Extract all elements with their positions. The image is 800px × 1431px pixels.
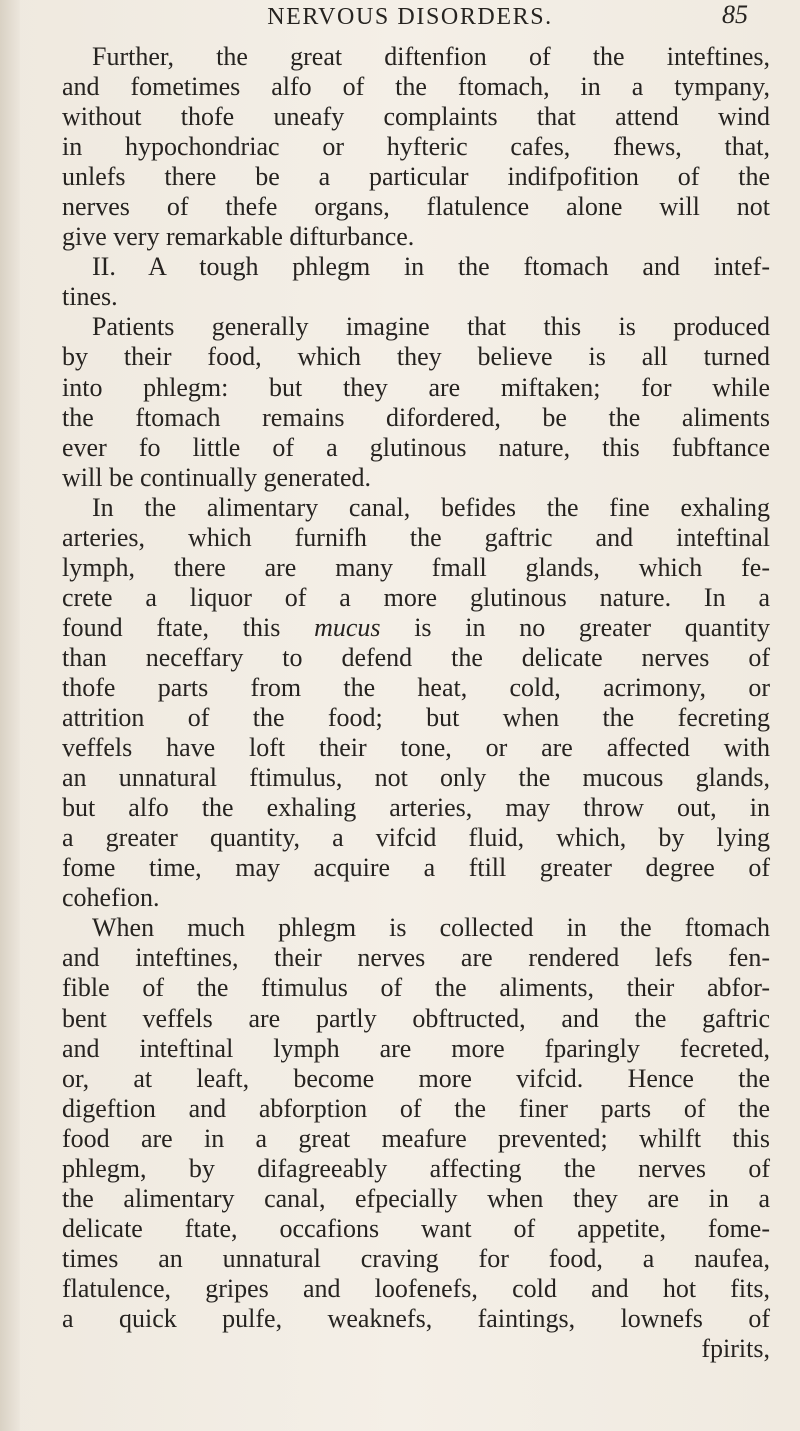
text-line: an unnatural ftimulus, not only the mucous glands, xyxy=(62,763,770,793)
text-line: attrition of the food; but when the fecreting xyxy=(62,703,770,733)
text-line: nerves of thefe organs, flatulence alone will not xyxy=(62,192,770,222)
text-line: the ftomach remains difordered, be the aliments xyxy=(62,402,770,432)
text-line: cohefion. xyxy=(62,883,160,913)
text-line: fible of the ftimulus of the aliments, their abfor- xyxy=(62,973,770,1003)
text-line: without thofe uneafy complaints that attend wind xyxy=(62,102,770,132)
text-line: arteries, which furnifh the gaftric and inteftinal xyxy=(62,522,770,552)
text-line: the alimentary canal, efpecially when they are in a xyxy=(62,1183,770,1213)
text-line: give very remarkable difturbance. xyxy=(62,222,415,252)
text-line: a greater quantity, a vifcid fluid, which, by lying xyxy=(62,823,770,853)
text-line: Further, the great diftenfion of the inteftines, xyxy=(92,42,770,71)
text-line: in hypochondriac or hyfteric cafes, fhews, that, xyxy=(62,132,770,162)
italic-word: mucus xyxy=(314,612,381,642)
text-line: fpirits, xyxy=(701,1334,770,1364)
text-line: into phlegm: but they are miftaken; for while xyxy=(62,372,770,402)
text-line: fome time, may acquire a ftill greater degree of xyxy=(62,853,770,883)
text-line: phlegm, by difagreeably affecting the nerves of xyxy=(62,1153,770,1183)
text-line: bent veffels are partly obftructed, and the gaftric xyxy=(62,1003,770,1033)
text-line: thofe parts from the heat, cold, acrimony, or xyxy=(62,672,770,702)
text-line: than neceffary to defend the delicate nerves of xyxy=(62,642,770,672)
text-line: lymph, there are many fmall glands, which fe- xyxy=(62,552,770,582)
text-line: by their food, which they believe is all turned xyxy=(62,342,770,372)
text-line: delicate ftate, occafions want of appetite, fome- xyxy=(62,1213,770,1243)
text-line: ever fo little of a glutinous nature, this fubftance xyxy=(62,432,770,462)
text-line: II. A tough phlegm in the ftomach and intef- xyxy=(92,252,770,282)
page-gutter xyxy=(0,0,20,1431)
text-line: but alfo the exhaling arteries, may throw out, in xyxy=(62,793,770,823)
text-line: veffels have loft their tone, or are affected with xyxy=(62,733,770,763)
text-line: a quick pulfe, weaknefs, faintings, lownefs of xyxy=(62,1303,770,1333)
text-line: and inteftinal lymph are more fparingly fecreted, xyxy=(62,1033,770,1063)
text-line: tines. xyxy=(62,282,118,312)
text-line: Patients generally imagine that this is produced xyxy=(92,312,770,342)
text-line: When much phlegm is collected in the ftomach xyxy=(92,913,770,943)
body-text xyxy=(62,42,770,1364)
text-line: or, at leaft, become more vifcid. Hence the xyxy=(62,1063,770,1093)
text-line: crete a liquor of a more glutinous nature. In a xyxy=(62,582,770,612)
text-line: digeftion and abforption of the finer parts of the xyxy=(62,1093,770,1123)
page-header xyxy=(60,0,760,40)
running-head: NERVOUS DISORDERS. xyxy=(267,4,553,30)
text-line: and inteftines, their nerves are rendered lefs fen- xyxy=(62,943,770,973)
page-number: 85 xyxy=(722,0,748,29)
text-line: and fometimes alfo of the ftomach, in a tympany, xyxy=(62,72,770,102)
text-line: will be continually generated. xyxy=(62,462,372,492)
text-line: unlefs there be a particular indifpofition of the xyxy=(62,162,770,192)
text-line: found ftate, this mucus is in no greater quantity xyxy=(62,612,771,642)
text-line: flatulence, gripes and loofenefs, cold and hot fits, xyxy=(62,1273,770,1303)
text-line: food are in a great meafure prevented; whilft this xyxy=(62,1123,770,1153)
text-line: times an unnatural craving for food, a naufea, xyxy=(62,1243,770,1273)
text-line: In the alimentary canal, befides the fine exhaling xyxy=(92,492,770,522)
